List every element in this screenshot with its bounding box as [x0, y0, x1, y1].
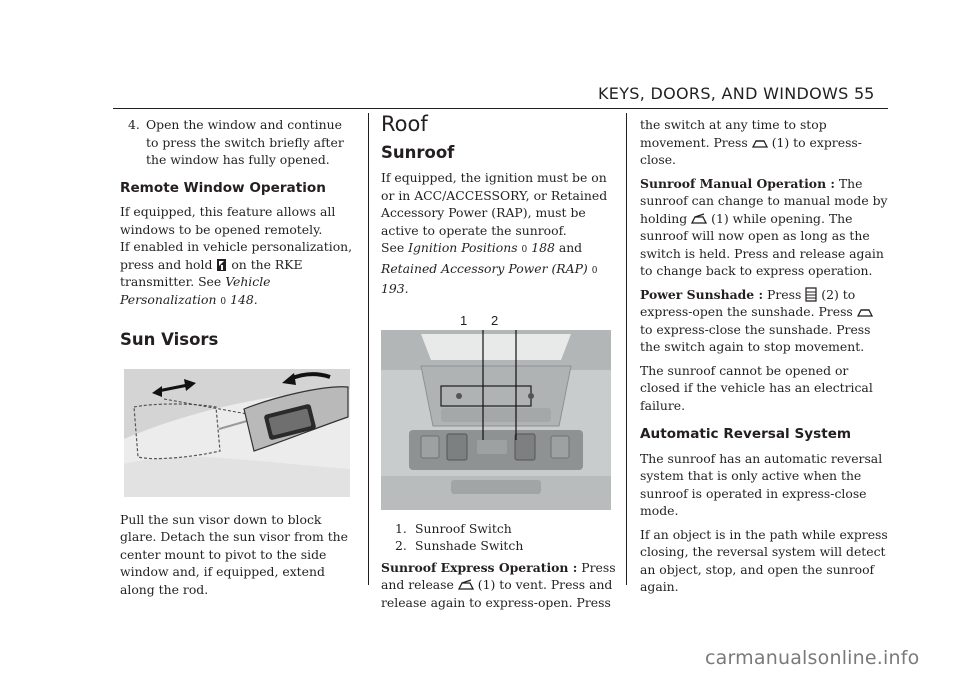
step-text: Open the window and continue to press the switch briefly after the window has fully opened.: [146, 117, 344, 167]
express-text: (1) to vent. Press and release again to express-open. Press: [381, 577, 613, 610]
overhead-console-photo: [381, 330, 611, 510]
list-label: Sunshade Switch: [415, 538, 524, 553]
sun-visors-heading: Sun Visors: [120, 330, 219, 349]
section-title: KEYS, DOORS, AND WINDOWS: [598, 84, 849, 103]
roof-heading: Roof: [381, 112, 428, 136]
list-item: [395, 537, 617, 555]
callout-1: 1: [460, 312, 468, 328]
column-middle: [381, 112, 617, 611]
header-rule: [113, 108, 888, 109]
column-left: [120, 116, 358, 598]
column-divider: [368, 113, 369, 585]
xref-vehicle-personalization[interactable]: Vehicle Personalization 0 148.: [120, 274, 271, 307]
remote-paragraph-2: [120, 238, 358, 311]
power-sunshade-paragraph: [640, 286, 888, 356]
sunroof-heading: Sunroof: [381, 142, 455, 162]
page-number: 55: [854, 84, 875, 103]
xref-ignition-positions[interactable]: Ignition Positions 0 188: [408, 240, 555, 255]
list-number: 2.: [395, 538, 407, 553]
sunshade-icon: [805, 287, 817, 302]
remote-window-heading: Remote Window Operation: [120, 179, 326, 196]
sunroof-close-icon: [752, 137, 768, 150]
automatic-reversal-heading: Automatic Reversal System: [640, 426, 852, 442]
manual-operation-paragraph: [640, 175, 888, 280]
list-number: 1.: [395, 520, 407, 536]
express-text: the switch at any time to stop movement. Press: [640, 117, 827, 150]
express-text: (1) to express-close.: [640, 134, 862, 167]
sunshade-label: Power Sunshade :: [640, 286, 764, 302]
sunroof-paragraph: If equipped, the ignition must be on or in ACC/ACCESSORY, or Retained Accessory Power (RAP), must be active to operate the sunroof.: [381, 170, 608, 238]
automatic-reversal-paragraph-1: The sunroof has an automatic reversal system that is only active when the sunroof is operated in express-close mode.: [640, 450, 883, 518]
callout-2: 2: [491, 312, 499, 328]
sunshade-text: (2) to express-open the sunshade. Press: [640, 286, 856, 319]
automatic-reversal-paragraph-2: If an object is in the path while express closing, the reversal system will detect an object, stop, and open the sunroof again.: [640, 526, 888, 594]
manual-text: The sunroof can change to manual mode by holding: [640, 175, 888, 226]
sunroof-close-icon: [857, 306, 873, 319]
sun-visor-illustration: [124, 369, 350, 497]
sunroof-switch-figure: [381, 312, 611, 510]
sunroof-vent-icon: [691, 213, 707, 226]
rke-window-icon: [216, 258, 227, 272]
step-number: 4.: [128, 117, 140, 132]
remote-text: If enabled in vehicle personalization, press and hold: [120, 239, 353, 272]
xref-rap[interactable]: Retained Accessory Power (RAP) 0 193.: [381, 260, 598, 296]
sunroof-vent-icon: [458, 579, 474, 592]
watermark: carmanualsonline.info: [705, 647, 920, 669]
list-item: [395, 520, 617, 538]
sunshade-text: Press: [767, 286, 802, 302]
list-label: Sunroof Switch: [415, 520, 512, 536]
express-label: Sunroof Express Operation :: [381, 559, 578, 575]
column-right: [640, 116, 888, 596]
sun-visors-paragraph: Pull the sun visor down to block glare. Detach the sun visor from the center mount to pivot to the side window and, if equipped, extend along the rod.: [120, 511, 348, 597]
switch-legend: [381, 520, 617, 555]
express-text: Press and release: [381, 559, 616, 592]
see-text: See: [381, 240, 405, 255]
column-divider: [626, 113, 627, 585]
sunshade-text: to express-close the sunshade. Press the switch again to stop movement.: [640, 321, 871, 354]
electrical-failure-paragraph: The sunroof cannot be opened or closed if the vehicle has an electrical failure.: [640, 362, 873, 413]
manual-label: Sunroof Manual Operation :: [640, 175, 835, 191]
step-4: [120, 116, 358, 169]
remote-text: on the RKE transmitter. See: [120, 256, 303, 289]
express-continued: [640, 116, 888, 169]
express-operation-paragraph: [381, 559, 617, 612]
and-text: and: [558, 240, 583, 255]
remote-paragraph-1: If equipped, this feature allows all windows to be opened remotely.: [120, 204, 336, 237]
manual-text: (1) while opening. The sunroof will now open as long as the switch is held. Press and release again to change back to express operation.: [640, 210, 884, 278]
sunroof-references: [381, 239, 617, 298]
